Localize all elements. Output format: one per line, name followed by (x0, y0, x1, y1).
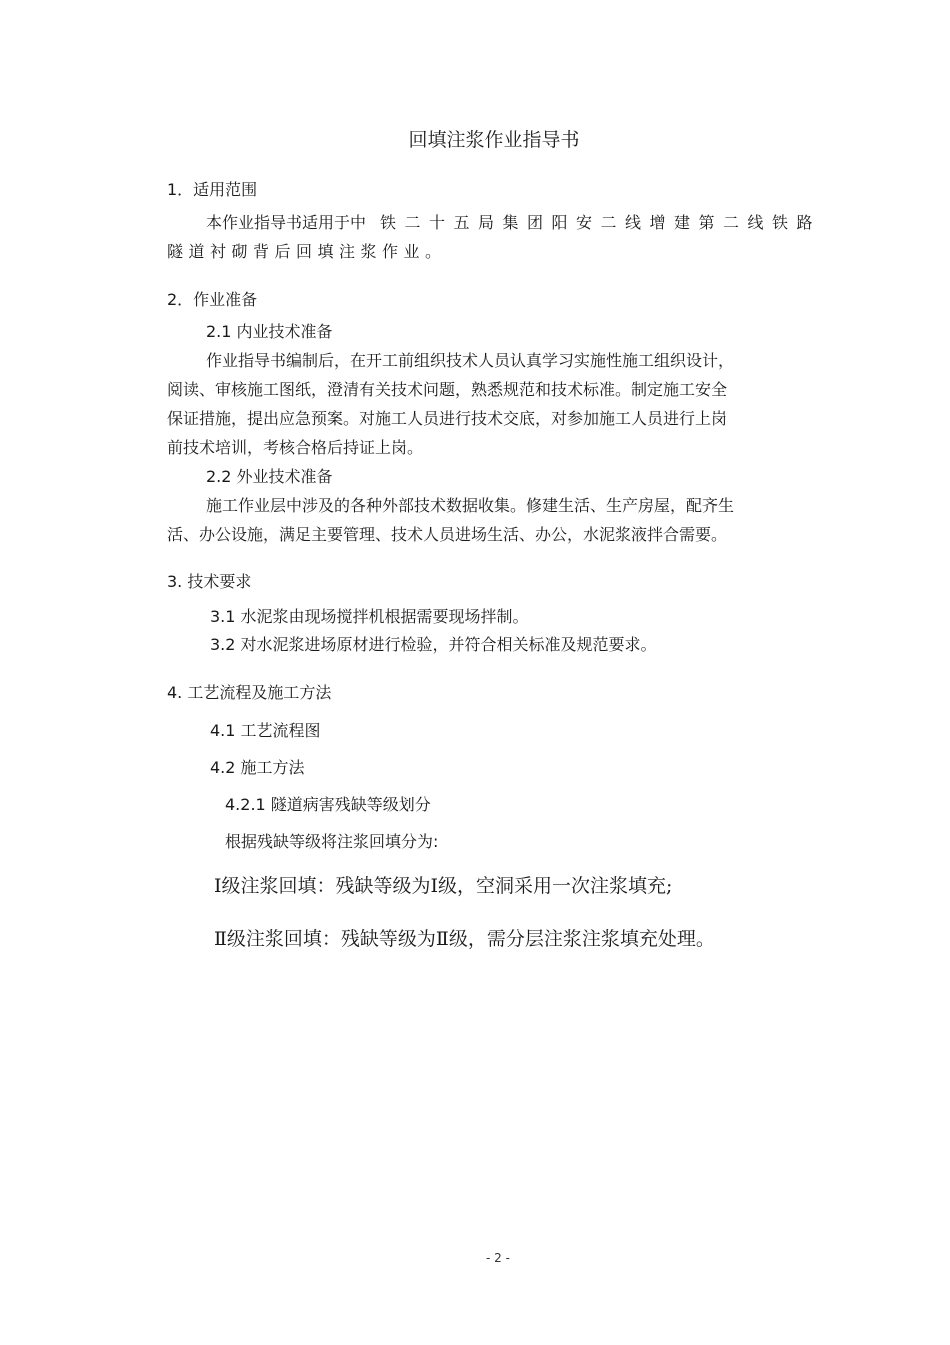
section-1-paragraph-line-2: 隧道衬砌背后回填注浆作业。 (167, 242, 447, 261)
section-2-1-line-2: 阅读、审核施工图纸，澄清有关技术问题，熟悉规范和技术标准。制定施工安全 (167, 380, 728, 399)
section-3-item-1: 3.1 水泥浆由现场搅拌机根据需要现场拌制。 (210, 607, 529, 626)
section-3-heading: 3. 技术要求 (167, 572, 252, 591)
section-1-paragraph-line-1a: 本作业指导书适用于中 (206, 213, 367, 232)
section-2-1-line-1: 作业指导书编制后，在开工前组织技术人员认真学习实施性施工组织设计， (206, 351, 735, 370)
section-2-heading: 2．作业准备 (167, 290, 258, 309)
grade-2-description: Ⅱ级注浆回填：残缺等级为Ⅱ级，需分层注浆注浆填充处理。 (214, 928, 715, 950)
section-2-1-line-3: 保证措施，提出应急预案。对施工人员进行技术交底，对参加施工人员进行上岗 (167, 409, 728, 428)
document-title: 回填注浆作业指导书 (408, 129, 580, 151)
section-1-heading: 1．适用范围 (167, 180, 258, 199)
section-2-1-line-4: 前技术培训，考核合格后持证上岗。 (167, 438, 424, 457)
grade-1-description: Ⅰ级注浆回填：残缺等级为Ⅰ级，空洞采用一次注浆填充; (214, 875, 673, 897)
section-2-2-line-1: 施工作业层中涉及的各种外部技术数据收集。修建生活、生产房屋，配齐生 (206, 496, 735, 515)
section-2-1-heading: 2.1 内业技术准备 (206, 322, 333, 341)
section-1-paragraph-line-1b: 铁二十五局集团阳安二线增建第二线铁路 (380, 213, 822, 232)
section-4-1-heading: 4.1 工艺流程图 (210, 721, 321, 740)
section-4-2-1-heading: 4.2.1 隧道病害残缺等级划分 (225, 795, 431, 814)
page-number: - 2 - (486, 1251, 510, 1265)
section-4-heading: 4. 工艺流程及施工方法 (167, 683, 332, 702)
section-4-2-heading: 4.2 施工方法 (210, 758, 305, 777)
grading-intro: 根据残缺等级将注浆回填分为: (225, 832, 439, 851)
section-2-2-line-2: 活、办公设施，满足主要管理、技术人员进场生活、办公，水泥浆液拌合需要。 (167, 525, 728, 544)
section-2-2-heading: 2.2 外业技术准备 (206, 467, 333, 486)
section-3-item-2: 3.2 对水泥浆进场原材进行检验，并符合相关标准及规范要求。 (210, 635, 657, 654)
